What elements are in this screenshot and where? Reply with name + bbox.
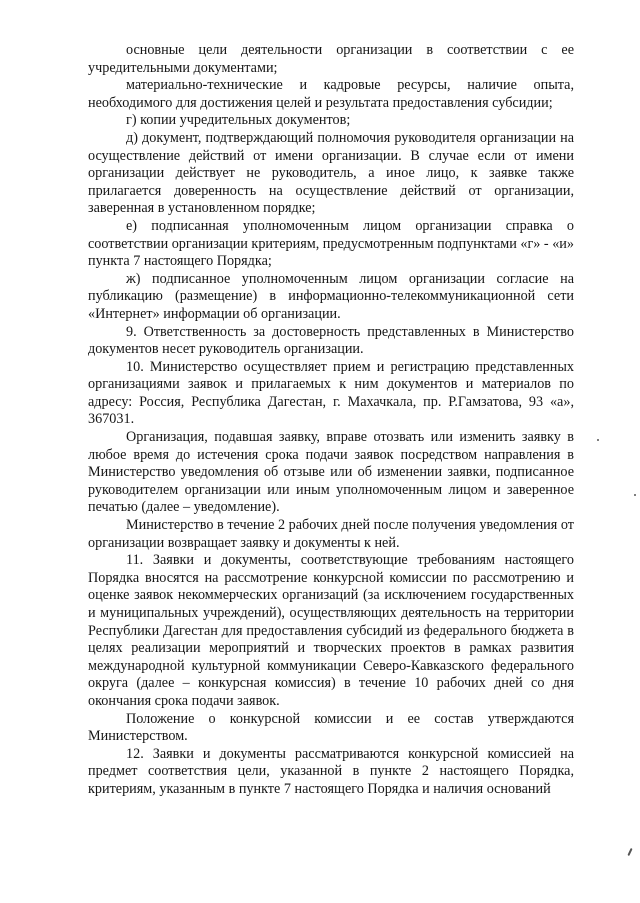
document-page bbox=[88, 42, 574, 799]
paragraph-resources: материально-технические и кадровые ресурсы, наличие опыта, необходимого для достижения целей и результата предоставления субсидии; bbox=[88, 77, 574, 111]
paragraph-item-e: е) подписанная уполномоченным лицом организации справка о соответствии организации критериям, предусмотренным подпунктами «г» - «и» пункта 7 настоящего Порядка; bbox=[88, 217, 574, 270]
paragraph-section-9: 9. Ответственность за достоверность представленных в Министерство документов несет руководитель организации. bbox=[88, 323, 574, 358]
scan-mark bbox=[597, 439, 599, 441]
paragraph-withdrawal: Организация, подавшая заявку, вправе отозвать или изменить заявку в любое время до истечения срока подачи заявок посредством направления в Министерство уведомления об отзыве или об изменении заявки, подписанное руководителем организации или иным уполномоченным лицом и заверенное печатью (далее – уведомление). bbox=[88, 429, 574, 516]
paragraph-section-11: 11. Заявки и документы, соответствующие требованиям настоящего Порядка вносятся на рассмотрение конкурсной комиссии по рассмотрению и оценке заявок некоммерческих организаций (за исключением государственных и муниципальных учреждений), осуществляющих деятельность на территории Республики Дагестан для предоставления субсидий из федерального бюджета в целях реализации мероприятий и творческих проектов в рамках развития международной культурной коммуникации Северо-Кавказского федерального округа (далее – конкурсная комиссия) в течение 10 рабочих дней со дня окончания срока подачи заявок. bbox=[88, 552, 574, 709]
paragraph-item-zh: ж) подписанное уполномоченным лицом организации согласие на публикацию (размещение) в информационно-телекоммуникационной сети «Интернет» информации об организации. bbox=[88, 270, 574, 322]
paragraph-commission: Положение о конкурсной комиссии и ее состав утверждаются Министерством. bbox=[88, 710, 574, 745]
paragraph-return: Министерство в течение 2 рабочих дней после получения уведомления от организации возвращает заявку и документы к ней. bbox=[88, 517, 574, 551]
paragraph-item-g: г) копии учредительных документов; bbox=[126, 112, 351, 129]
paragraph-section-12: 12. Заявки и документы рассматриваются конкурсной комиссией на предмет соответствия цели, указанной в пункте 2 настоящего Порядка, критериям, указанным в пункте 7 настоящего Порядка и наличия оснований bbox=[88, 745, 574, 797]
paragraph-section-10: 10. Министерство осуществляет прием и регистрацию представленных организациями заявок и прилагаемых к ним документов и материалов по адресу: Россия, Республика Дагестан, г. Махачкала, пр. Р.Гамзатова, 93 «а», 367031. bbox=[88, 358, 574, 428]
paragraph-goals: основные цели деятельности организации в соответствии с ее учредительными документами; bbox=[88, 42, 574, 76]
scan-mark bbox=[634, 494, 636, 496]
paragraph-item-d: д) документ, подтверждающий полномочия руководителя организации на осуществление действий от имени организации. В случае если от имени организации действует не руководитель, а иное лицо, к заявке также прилагается доверенность на осуществление действий от организации, заверенная в установленном порядке; bbox=[88, 129, 574, 217]
scan-mark bbox=[627, 848, 632, 856]
